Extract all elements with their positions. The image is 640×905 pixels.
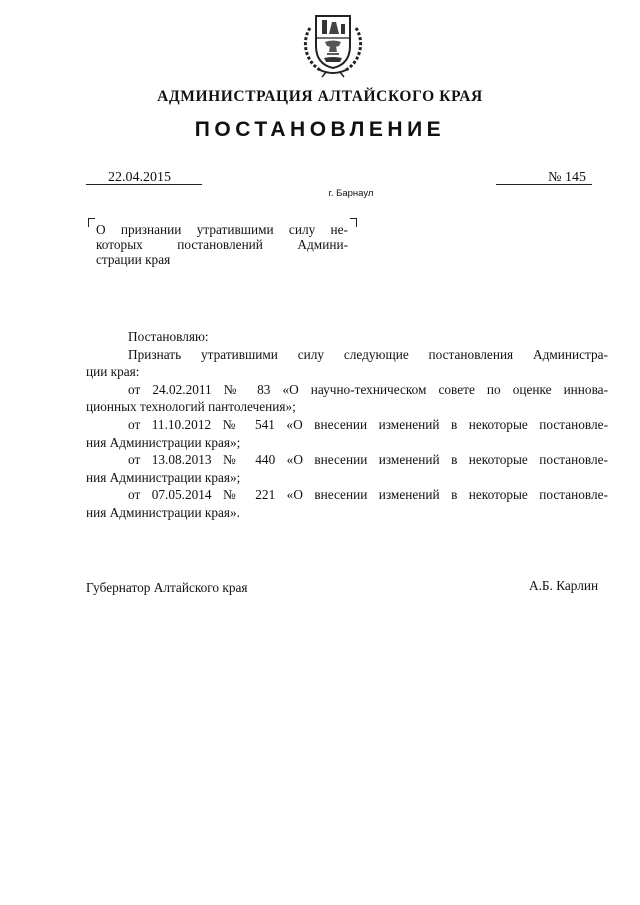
document-type: ПОСТАНОВЛЕНИЕ bbox=[194, 118, 446, 141]
body-line: ционных технологий пантолечения»; bbox=[86, 399, 296, 415]
document-number: № 145 bbox=[496, 170, 592, 185]
subject-line: О признании утратившими силу не- bbox=[96, 222, 348, 237]
document-body bbox=[86, 328, 608, 522]
body-line: от 11.10.2012 № 541 «О внесении изменений в некоторые постановле- bbox=[128, 416, 608, 432]
subject-line: которых постановлений Админи- bbox=[96, 237, 348, 252]
body-line: от 07.05.2014 № 221 «О внесении изменений в некоторые постановле- bbox=[128, 487, 608, 503]
document-date: 22.04.2015 bbox=[86, 170, 202, 185]
body-line: Постановляю: bbox=[128, 329, 209, 344]
body-line: от 24.02.2011 № 83 «О научно-техническом совете по оценке иннова- bbox=[128, 381, 608, 397]
subject-bracket-left bbox=[88, 218, 95, 227]
body-line: ния Администрации края»; bbox=[86, 434, 241, 450]
body-line: Признать утратившими силу следующие постановления Администра- bbox=[128, 346, 608, 362]
subject-bracket-right bbox=[350, 218, 357, 227]
signatory-name: А.Б. Карлин bbox=[529, 578, 599, 593]
signatory-title: Губернатор Алтайского края bbox=[86, 580, 248, 595]
document-subject bbox=[96, 222, 348, 267]
body-line: ния Администрации края»; bbox=[86, 469, 241, 485]
body-line: ния Администрации края». bbox=[86, 504, 240, 520]
altai-krai-coat-of-arms-icon bbox=[296, 8, 370, 78]
subject-line: страции края bbox=[96, 252, 171, 267]
body-line: от 13.08.2013 № 440 «О внесении изменений в некоторые постановле- bbox=[128, 452, 608, 468]
organization-name: АДМИНИСТРАЦИЯ АЛТАЙСКОГО КРАЯ bbox=[157, 88, 483, 105]
document-city: г. Барнаул bbox=[328, 188, 374, 199]
body-line: ции края: bbox=[86, 364, 140, 380]
